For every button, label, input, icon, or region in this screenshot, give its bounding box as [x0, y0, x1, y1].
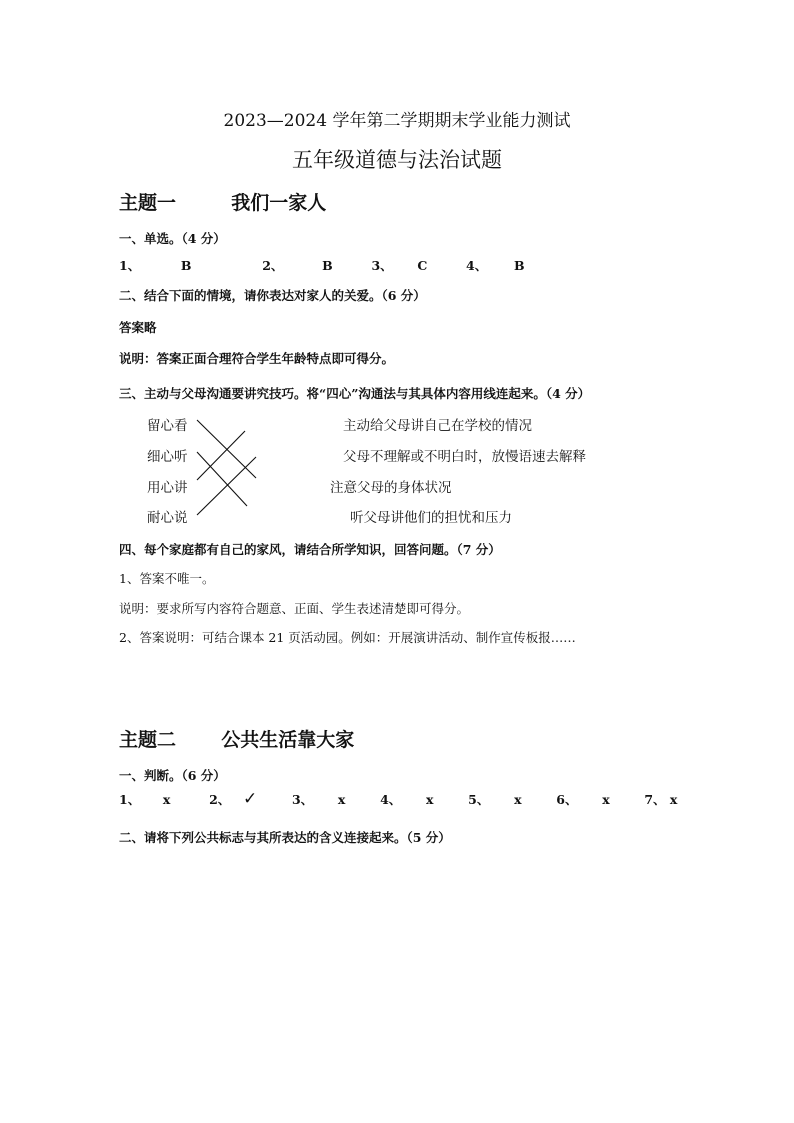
t1-q4-line2: 说明：要求所写内容符合题意、正面、学生表述清楚即可得分。	[119, 601, 470, 616]
answer-number: 6、	[556, 792, 578, 807]
t1-q1-heading: 一、单选。（4 分）	[119, 231, 226, 246]
match-line	[197, 452, 247, 506]
answer-value: C	[417, 258, 428, 273]
topic2-name: 公共生活靠大家	[221, 729, 355, 751]
match-left-item: 用心讲	[147, 480, 188, 496]
t1-q3-heading: 三、主动与父母沟通要讲究技巧。将“四心”沟通法与其具体内容用线连起来。（4 分）	[119, 386, 591, 401]
answer-value: B	[513, 258, 525, 273]
answer-number: 1、	[119, 258, 141, 273]
match-right-item: 主动给父母讲自己在学校的情况	[343, 418, 532, 434]
topic1-name: 我们一家人	[231, 192, 327, 214]
match-line	[197, 457, 256, 515]
match-left-item: 留心看	[147, 418, 188, 434]
exam-title: 2023—2024 学年第二学期期末学业能力测试	[223, 111, 571, 131]
match-left-item: 耐心说	[147, 510, 188, 526]
answer-number: 3、	[291, 792, 314, 807]
exam-subtitle: 五年级道德与法治试题	[292, 148, 502, 172]
answer-value: B	[322, 258, 333, 273]
answer-value: x	[426, 792, 434, 807]
t2-q1-answers	[119, 789, 677, 809]
t1-q2-heading: 二、结合下面的情境，请你表达对家人的关爱。（6 分）	[119, 288, 426, 303]
match-line	[197, 420, 256, 478]
match-right-item: 听父母讲他们的担忧和压力	[350, 510, 512, 526]
answer-number: 1、	[119, 792, 141, 807]
answer-value: x	[514, 792, 522, 807]
t1-q2-note: 说明：答案正面合理符合学生年龄特点即可得分。	[119, 351, 395, 366]
answer-number: 2、	[209, 792, 231, 807]
topic2-heading	[119, 725, 354, 752]
t2-q1-heading: 一、判断。（6 分）	[119, 768, 226, 783]
answer-value: B	[180, 258, 192, 273]
t1-q4-line3: 2、答案说明：可结合课本 21 页活动园。例如：开展演讲活动、制作宣传板报……	[119, 630, 576, 645]
t1-q4-heading: 四、每个家庭都有自己的家风，请结合所学知识，回答问题。（7 分）	[119, 542, 501, 557]
answer-number: 7、	[644, 792, 666, 807]
topic2-label: 主题二	[119, 729, 177, 751]
match-line	[197, 431, 245, 480]
answer-value: x	[337, 792, 346, 807]
answer-number: 3、	[371, 258, 393, 273]
answer-number: 2、	[262, 258, 284, 273]
answer-number: 5、	[468, 792, 490, 807]
check-mark: ✓	[243, 789, 258, 809]
t2-q2-heading: 二、请将下列公共标志与其所表达的含义连接起来。（5 分）	[119, 830, 451, 845]
answer-value: x	[602, 792, 610, 807]
topic1-label: 主题一	[119, 192, 177, 214]
match-right-item: 父母不理解或不明白时，放慢语速去解释	[343, 449, 586, 465]
answer-value: x	[669, 792, 678, 807]
match-left-item: 细心听	[147, 449, 188, 465]
t1-q4-line1: 1、答案不唯一。	[119, 571, 215, 586]
match-right-item: 注意父母的身体状况	[330, 480, 452, 496]
t1-q2-answer: 答案略	[119, 320, 157, 335]
answer-number: 4、	[466, 258, 488, 273]
answer-value: x	[162, 792, 171, 807]
answer-number: 4、	[380, 792, 402, 807]
